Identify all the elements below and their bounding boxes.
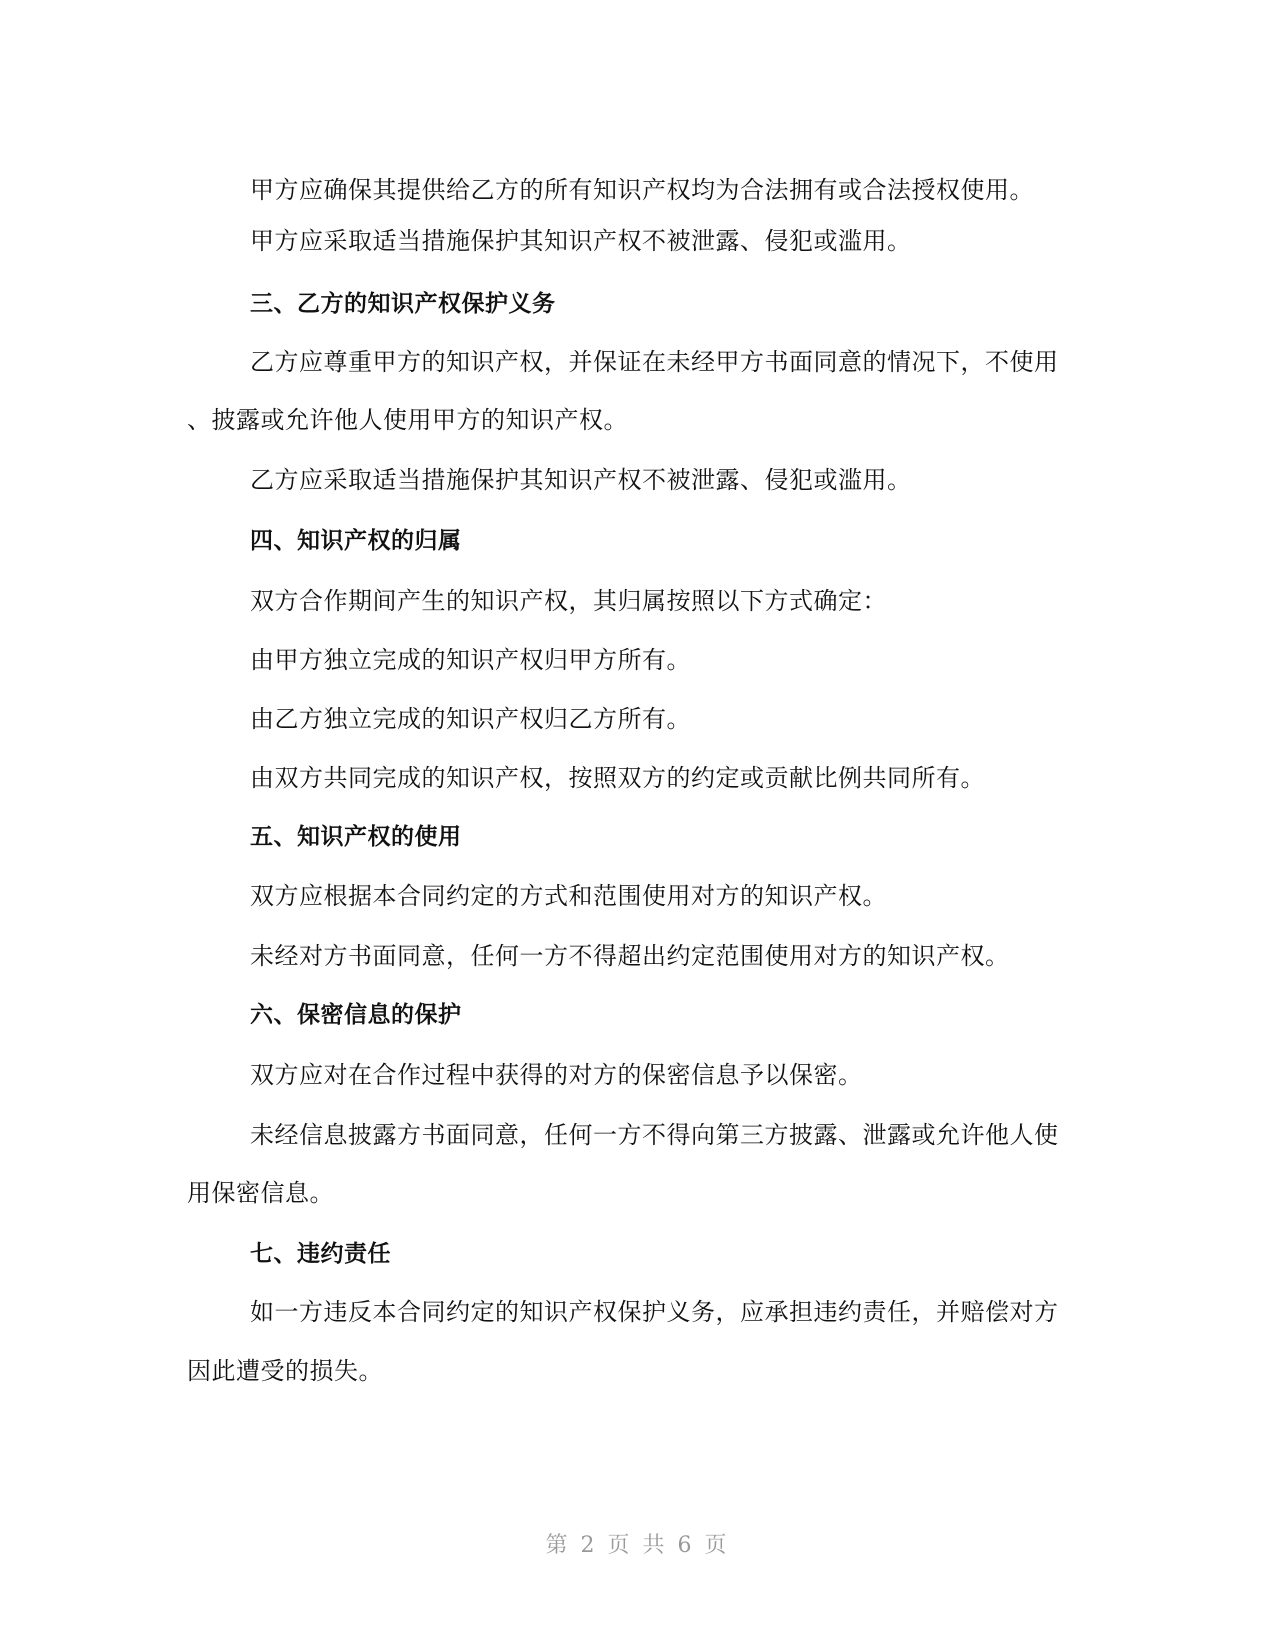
section-heading: 三、乙方的知识产权保护义务	[250, 291, 556, 317]
section-heading: 六、保密信息的保护	[250, 1002, 462, 1028]
paragraph-line: 未经对方书面同意，任何一方不得超出约定范围使用对方的知识产权。	[250, 942, 1010, 970]
paragraph-line: 甲方应确保其提供给乙方的所有知识产权均为合法拥有或合法授权使用。	[250, 176, 1034, 204]
paragraph-line: 如一方违反本合同约定的知识产权保护义务，应承担违约责任，并赔偿对方	[250, 1298, 1059, 1326]
section-heading: 七、违约责任	[250, 1241, 391, 1267]
paragraph-line: 双方合作期间产生的知识产权，其归属按照以下方式确定：	[250, 587, 887, 615]
section-heading: 四、知识产权的归属	[250, 528, 462, 554]
page-number-footer: 第 2 页 共 6 页	[545, 1533, 730, 1558]
paragraph-line: 甲方应采取适当措施保护其知识产权不被泄露、侵犯或滥用。	[250, 227, 912, 255]
paragraph-line: 由甲方独立完成的知识产权归甲方所有。	[250, 646, 691, 674]
paragraph-line: 乙方应尊重甲方的知识产权，并保证在未经甲方书面同意的情况下，不使用	[250, 348, 1059, 376]
paragraph-line: 双方应根据本合同约定的方式和范围使用对方的知识产权。	[250, 882, 887, 910]
paragraph-line: 因此遭受的损失。	[187, 1357, 383, 1385]
paragraph-line: 由双方共同完成的知识产权，按照双方的约定或贡献比例共同所有。	[250, 764, 985, 792]
paragraph-line: 未经信息披露方书面同意，任何一方不得向第三方披露、泄露或允许他人使	[250, 1121, 1059, 1149]
paragraph-line: 双方应对在合作过程中获得的对方的保密信息予以保密。	[250, 1061, 863, 1089]
section-heading: 五、知识产权的使用	[250, 824, 462, 850]
paragraph-line: 乙方应采取适当措施保护其知识产权不被泄露、侵犯或滥用。	[250, 466, 912, 494]
paragraph-line: 用保密信息。	[187, 1179, 334, 1207]
paragraph-line: 由乙方独立完成的知识产权归乙方所有。	[250, 705, 691, 733]
paragraph-line: 、披露或允许他人使用甲方的知识产权。	[187, 406, 628, 434]
